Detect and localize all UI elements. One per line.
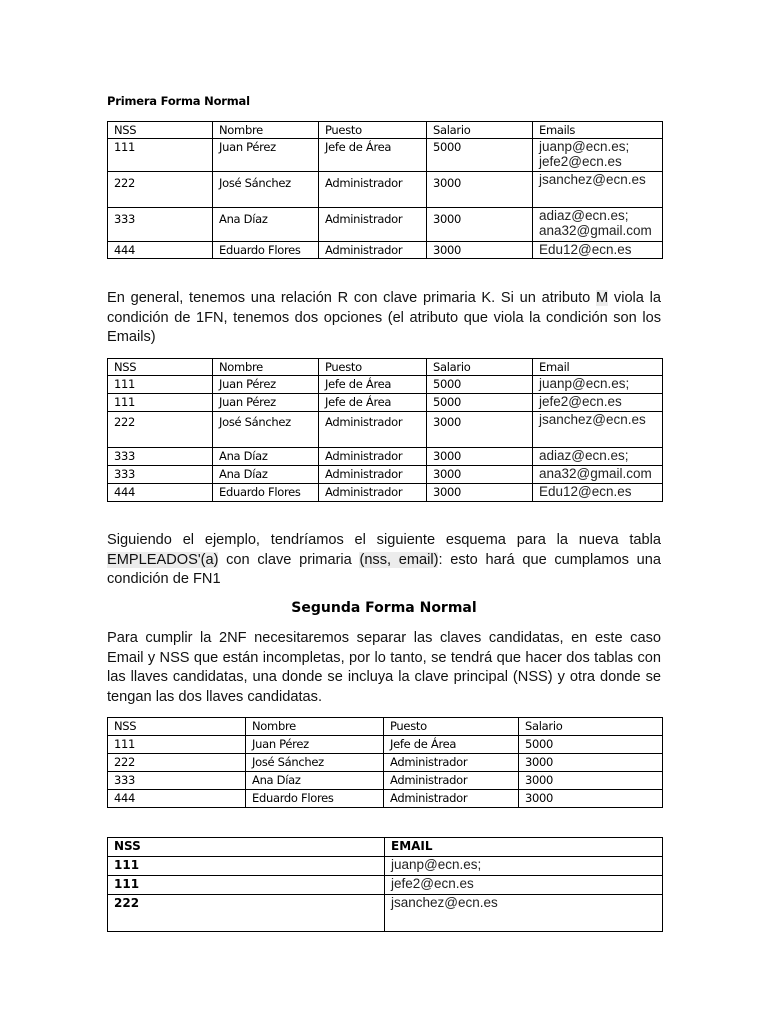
cell-nss: 222 <box>108 412 213 448</box>
cell-email: jefe2@ecn.es <box>385 876 663 895</box>
table-row <box>108 895 663 932</box>
table-row <box>108 172 663 208</box>
highlighted-text: (nss, email) <box>359 551 439 568</box>
header-nombre: Nombre <box>213 359 319 376</box>
cell-puesto: Administrador <box>384 754 519 772</box>
header-emails: Emails <box>533 122 663 139</box>
paragraph-text: con clave primaria <box>218 551 360 568</box>
paragraph-text: En general, tenemos una relación R con clave primaria K. Si un atributo <box>107 290 596 306</box>
cell-salario: 3000 <box>427 448 533 466</box>
cell-nss: 111 <box>108 876 385 895</box>
cell-email: jsanchez@ecn.es <box>533 412 663 448</box>
cell-salario: 3000 <box>427 172 533 208</box>
cell-nombre: Juan Pérez <box>213 394 319 412</box>
cell-puesto: Administrador <box>319 448 427 466</box>
cell-salario: 3000 <box>519 790 663 808</box>
cell-email: juanp@ecn.es; <box>533 376 663 394</box>
cell-nss: 333 <box>108 772 246 790</box>
table-row <box>108 466 663 484</box>
section-title-2nf: Segunda Forma Normal <box>291 600 477 616</box>
table-row <box>108 754 663 772</box>
table-row <box>108 736 663 754</box>
cell-salario: 3000 <box>427 208 533 242</box>
email-line: adiaz@ecn.es; <box>539 208 629 223</box>
table-1fn-expanded <box>107 358 663 502</box>
cell-nss: 333 <box>108 208 213 242</box>
cell-nss: 333 <box>108 466 213 484</box>
cell-nombre: Ana Díaz <box>246 772 384 790</box>
cell-emails <box>533 208 663 242</box>
cell-puesto: Administrador <box>319 412 427 448</box>
header-salario: Salario <box>519 718 663 736</box>
header-nss: NSS <box>108 838 385 857</box>
header-nss: NSS <box>108 122 213 139</box>
cell-email: adiaz@ecn.es; <box>533 448 663 466</box>
table-2nf-empleados <box>107 717 663 808</box>
section-title-1fn: Primera Forma Normal <box>107 94 250 108</box>
cell-puesto: Administrador <box>319 208 427 242</box>
cell-puesto: Jefe de Área <box>319 394 427 412</box>
cell-nombre: Juan Pérez <box>246 736 384 754</box>
table-header-row <box>108 718 663 736</box>
cell-nss: 111 <box>108 376 213 394</box>
header-puesto: Puesto <box>319 359 427 376</box>
cell-nss: 222 <box>108 172 213 208</box>
cell-nombre: Ana Díaz <box>213 208 319 242</box>
header-email: EMAIL <box>385 838 663 857</box>
cell-emails: Edu12@ecn.es <box>533 242 663 259</box>
cell-nss: 111 <box>108 857 385 876</box>
cell-nombre: José Sánchez <box>213 412 319 448</box>
cell-nombre: Eduardo Flores <box>213 484 319 502</box>
cell-email: jsanchez@ecn.es <box>385 895 663 932</box>
header-nss: NSS <box>108 359 213 376</box>
cell-nss: 111 <box>108 139 213 172</box>
cell-email: jefe2@ecn.es <box>533 394 663 412</box>
table-row <box>108 376 663 394</box>
cell-puesto: Administrador <box>319 466 427 484</box>
paragraph-2nf: Para cumplir la 2NF necesitaremos separar las claves candidatas, en este caso Email y NSS que están incompletas, por lo tanto, se tendrá que hacer dos tablas con las llaves candidatas, una donde se incluya la clave principal (NSS) y otra donde se tengan las dos llaves candidatas. <box>107 630 661 705</box>
cell-nombre: Eduardo Flores <box>246 790 384 808</box>
cell-puesto: Administrador <box>319 484 427 502</box>
cell-salario: 3000 <box>427 466 533 484</box>
cell-salario: 5000 <box>519 736 663 754</box>
email-line: jefe2@ecn.es <box>539 154 622 169</box>
cell-nss: 222 <box>108 754 246 772</box>
cell-salario: 3000 <box>427 242 533 259</box>
header-email: Email <box>533 359 663 376</box>
paragraph-1fn-intro <box>107 289 661 348</box>
cell-salario: 3000 <box>427 412 533 448</box>
table-row <box>108 139 663 172</box>
cell-salario: 5000 <box>427 139 533 172</box>
table-row <box>108 208 663 242</box>
cell-puesto: Administrador <box>384 772 519 790</box>
cell-email: ana32@gmail.com <box>533 466 663 484</box>
header-puesto: Puesto <box>319 122 427 139</box>
cell-emails <box>533 172 663 208</box>
paragraph-text: viola la condición de 1FN, tenemos dos opciones (el atributo que viola la condición son los Emails) <box>107 290 661 345</box>
header-puesto: Puesto <box>384 718 519 736</box>
header-nss: NSS <box>108 718 246 736</box>
cell-salario: 5000 <box>427 394 533 412</box>
cell-nombre: Juan Pérez <box>213 376 319 394</box>
cell-puesto: Administrador <box>319 172 427 208</box>
table-row <box>108 772 663 790</box>
table-row <box>108 394 663 412</box>
paragraph-text: Siguiendo el ejemplo, tendríamos el siguiente esquema para la nueva tabla <box>107 532 661 548</box>
table-row <box>108 857 663 876</box>
cell-email: Edu12@ecn.es <box>533 484 663 502</box>
table-header-row <box>108 359 663 376</box>
cell-salario: 3000 <box>427 484 533 502</box>
table-row <box>108 242 663 259</box>
cell-nss: 111 <box>108 736 246 754</box>
table-2nf-emails <box>107 837 663 932</box>
cell-nombre: José Sánchez <box>213 172 319 208</box>
cell-salario: 5000 <box>427 376 533 394</box>
cell-nombre: José Sánchez <box>246 754 384 772</box>
cell-puesto: Jefe de Área <box>319 376 427 394</box>
cell-salario: 3000 <box>519 754 663 772</box>
header-salario: Salario <box>427 122 533 139</box>
cell-nss: 333 <box>108 448 213 466</box>
table-header-row <box>108 122 663 139</box>
paragraph-text: : esto hará que cumplamos una condición de FN1 <box>107 551 661 587</box>
cell-nombre: Ana Díaz <box>213 448 319 466</box>
table-row <box>108 484 663 502</box>
table-row <box>108 876 663 895</box>
table-1fn <box>107 121 663 259</box>
cell-nombre: Juan Pérez <box>213 139 319 172</box>
table-header-row <box>108 838 663 857</box>
table-row <box>108 448 663 466</box>
cell-puesto: Jefe de Área <box>384 736 519 754</box>
cell-nombre: Ana Díaz <box>213 466 319 484</box>
cell-nombre: Eduardo Flores <box>213 242 319 259</box>
cell-email: juanp@ecn.es; <box>385 857 663 876</box>
cell-puesto: Administrador <box>384 790 519 808</box>
cell-nss: 222 <box>108 895 385 932</box>
email-line: ana32@gmail.com <box>539 223 652 238</box>
cell-salario: 3000 <box>519 772 663 790</box>
header-nombre: Nombre <box>213 122 319 139</box>
cell-nss: 444 <box>108 790 246 808</box>
cell-nss: 444 <box>108 242 213 259</box>
header-nombre: Nombre <box>246 718 384 736</box>
header-salario: Salario <box>427 359 533 376</box>
cell-nss: 444 <box>108 484 213 502</box>
email-line: jsanchez@ecn.es <box>539 172 646 187</box>
table-row <box>108 790 663 808</box>
email-line: juanp@ecn.es; <box>539 139 630 154</box>
cell-puesto: Administrador <box>319 242 427 259</box>
highlighted-text: EMPLEADOS'(a) <box>107 551 219 568</box>
table-row <box>108 412 663 448</box>
cell-emails <box>533 139 663 172</box>
cell-nss: 111 <box>108 394 213 412</box>
paragraph-schema <box>107 531 661 590</box>
highlighted-text: M <box>596 290 609 306</box>
cell-puesto: Jefe de Área <box>319 139 427 172</box>
